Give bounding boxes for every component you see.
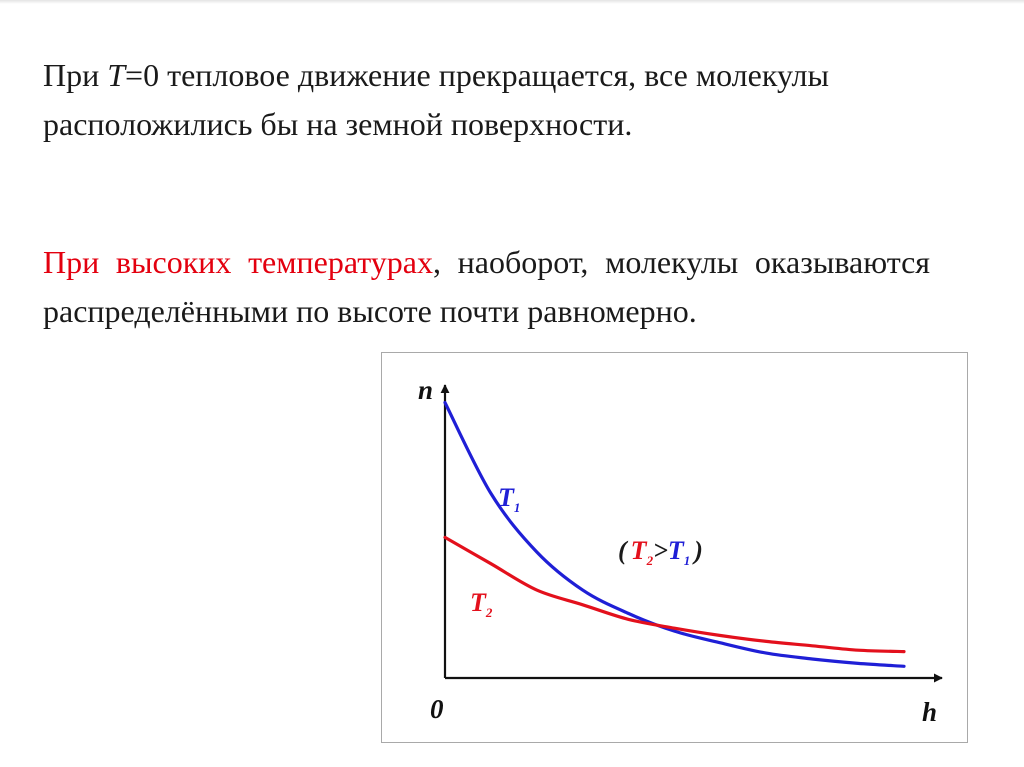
series-lines xyxy=(445,403,904,667)
para1-text-start: При xyxy=(43,57,108,93)
y-axis-label: n xyxy=(418,375,434,405)
label-t1: $T_1$ xyxy=(498,483,521,515)
para1-temperature-symbol: T xyxy=(107,57,126,93)
slide-top-edge xyxy=(0,0,1024,4)
paragraph-zero-temperature xyxy=(43,51,930,149)
paragraph-high-temperature xyxy=(43,238,930,336)
para2-highlight: При высоких температурах xyxy=(43,244,433,280)
label-t2: $T_2$ xyxy=(470,588,493,620)
para2-text-rest: , наоборот, молекулы оказываются распределёнными по высоте почти равномерно. xyxy=(43,244,931,329)
origin-label: 0 xyxy=(430,694,444,724)
chart-frame xyxy=(381,352,968,743)
para1-text-rest: =0 тепловое движение прекращается, все молекулы расположились бы на земной поверхности. xyxy=(43,57,829,142)
barometric-distribution-chart xyxy=(382,353,969,744)
temperature-relation-note: ( $T_2>T_1$ ) xyxy=(618,536,703,568)
x-axis-label: h xyxy=(922,697,938,727)
